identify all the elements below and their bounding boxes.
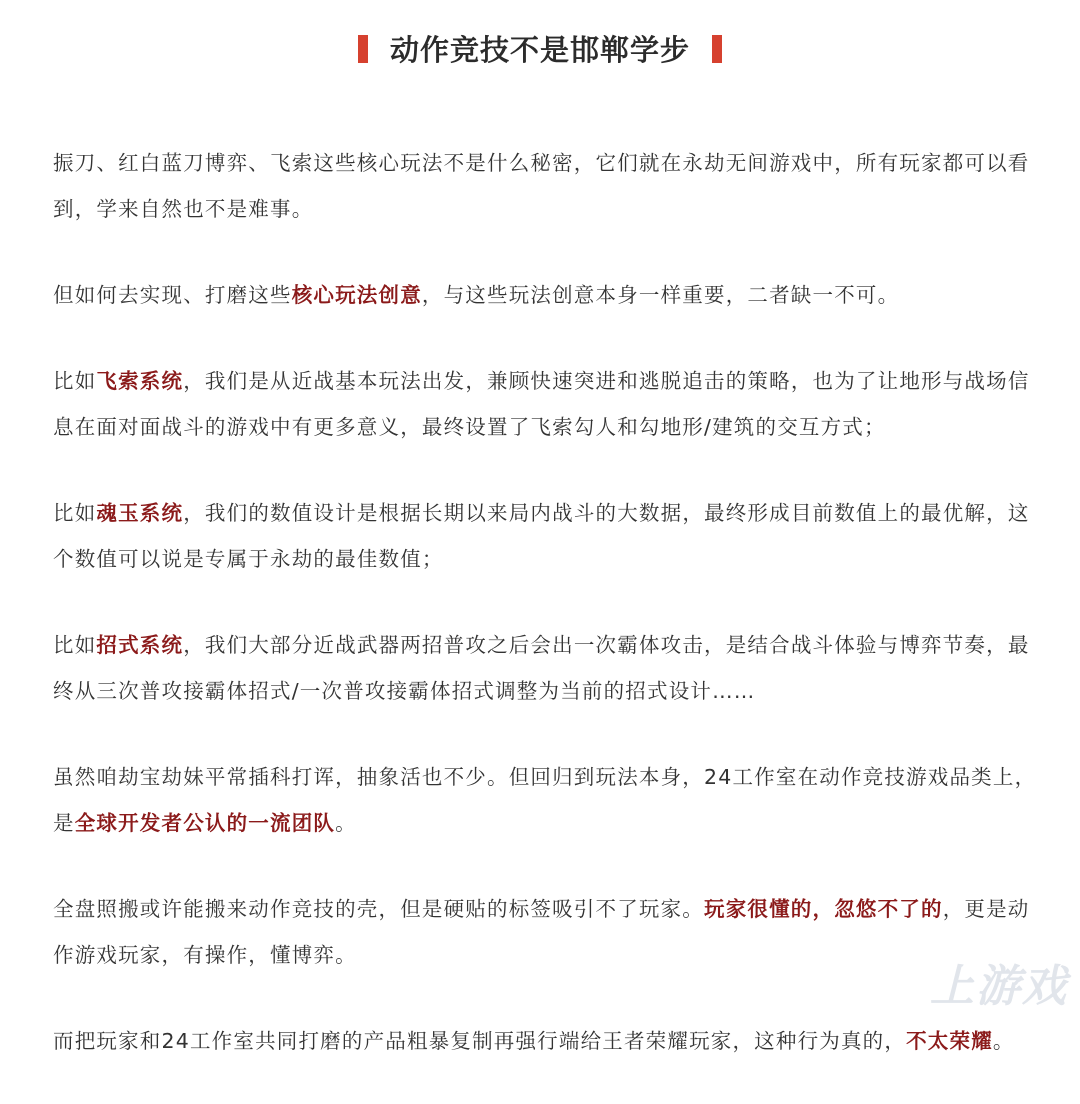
paragraph-text: 比如 (53, 501, 97, 525)
highlighted-phrase: 全球开发者公认的一流团队 (74, 811, 336, 835)
highlighted-phrase: 不太荣耀 (906, 1029, 993, 1053)
paragraph-text: 但如何去实现、打磨这些 (53, 283, 292, 307)
paragraph-p5 (53, 622, 1038, 714)
paragraph-text: 而把玩家和24工作室共同打磨的产品粗暴复制再强行端给王者荣耀玩家，这种行为真的， (53, 1029, 907, 1053)
paragraph-text: 比如 (53, 633, 97, 657)
highlighted-phrase: 魂玉系统 (96, 501, 184, 525)
paragraph-text: 比如 (53, 369, 97, 393)
article-body (53, 140, 1038, 1104)
heading-accent-bar-right (712, 35, 722, 63)
watermark-logo: 上游戏 (930, 961, 1068, 1012)
highlighted-phrase: 玩家很懂的，忽悠不了的 (704, 897, 943, 921)
paragraph-p7 (53, 886, 1038, 978)
section-heading (0, 28, 1080, 69)
paragraph-text: 。 (335, 811, 357, 835)
paragraph-text: ，更是动作游戏玩家，有操作，懂博弈。 (53, 897, 1030, 967)
heading-accent-bar-left (358, 35, 368, 63)
paragraph-text: ，我们大部分近战武器两招普攻之后会出一次霸体攻击，是结合战斗体验与博弈节奏，最终从三次普攻接霸体招式/一次普攻接霸体招式调整为当前的招式设计…… (53, 633, 1030, 703)
heading-title: 动作竞技不是邯郸学步 (389, 33, 690, 67)
paragraph-text: 。 (992, 1029, 1015, 1053)
paragraph-text: 全盘照搬或许能搬来动作竞技的壳，但是硬贴的标签吸引不了玩家。 (53, 897, 704, 921)
paragraph-p1 (53, 140, 1038, 232)
paragraph-p2 (53, 272, 1038, 318)
highlighted-phrase: 飞索系统 (96, 369, 184, 393)
paragraph-p6 (53, 754, 1038, 846)
paragraph-p4 (53, 490, 1038, 582)
paragraph-text: 振刀、红白蓝刀博弈、飞索这些核心玩法不是什么秘密，它们就在永劫无间游戏中，所有玩家都可以看到，学来自然也不是难事。 (53, 151, 1030, 221)
paragraph-text: ，我们的数值设计是根据长期以来局内战斗的大数据，最终形成目前数值上的最优解，这个数值可以说是专属于永劫的最佳数值； (53, 501, 1030, 571)
paragraph-p8 (53, 1018, 1038, 1064)
paragraph-text: ，我们是从近战基本玩法出发，兼顾快速突进和逃脱追击的策略，也为了让地形与战场信息在面对面战斗的游戏中有更多意义，最终设置了飞索勾人和勾地形/建筑的交互方式； (53, 369, 1030, 439)
highlighted-phrase: 招式系统 (96, 633, 184, 657)
highlighted-phrase: 核心玩法创意 (291, 283, 422, 307)
paragraph-text: 虽然咱劫宝劫妹平常插科打诨，抽象活也不少。但回归到玩法本身，24工作室在动作竞技游戏品类上，是 (53, 765, 1037, 835)
paragraph-p3 (53, 358, 1038, 450)
paragraph-text: ，与这些玩法创意本身一样重要，二者缺一不可。 (421, 283, 900, 307)
